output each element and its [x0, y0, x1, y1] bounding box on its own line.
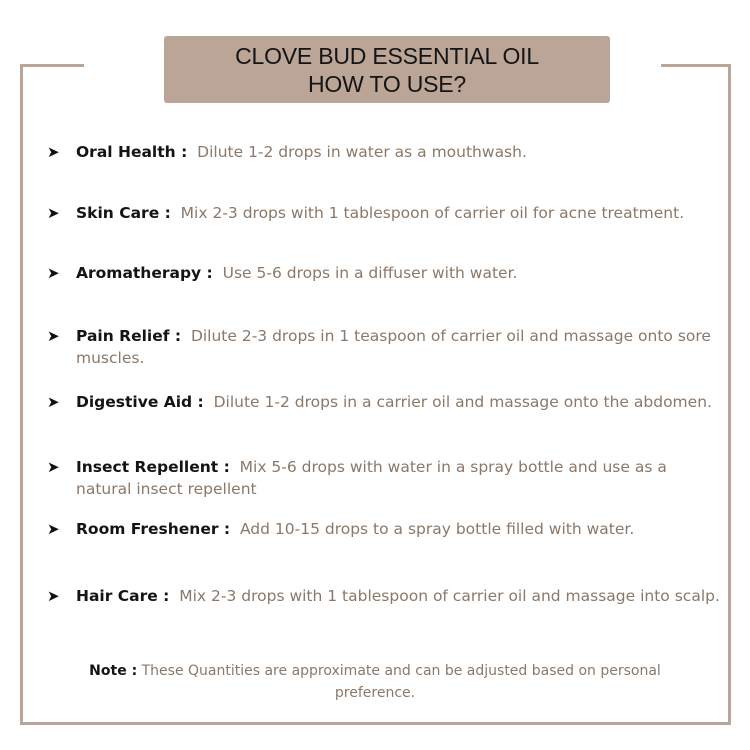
arrow-bullet-icon: ➤ [47, 204, 60, 222]
usage-item-insect-repellent [47, 456, 727, 500]
arrow-bullet-icon: ➤ [47, 264, 60, 282]
frame-border-left [20, 64, 23, 725]
frame-border-bottom [20, 722, 731, 725]
usage-label: Digestive Aid : [76, 393, 204, 411]
arrow-bullet-icon: ➤ [47, 520, 60, 538]
frame-border-top-left [20, 64, 84, 67]
usage-description: Mix 2-3 drops with 1 tablespoon of carrier oil and massage into scalp. [179, 587, 720, 605]
usage-item-oral-health [47, 141, 727, 163]
frame-border-right [728, 64, 731, 725]
usage-label: Insect Repellent : [76, 458, 230, 476]
usage-label: Skin Care : [76, 204, 171, 222]
usage-description: Dilute 1-2 drops in a carrier oil and massage onto the abdomen. [213, 393, 712, 411]
note-label: Note : [89, 663, 138, 679]
note-text [60, 660, 690, 704]
arrow-bullet-icon: ➤ [47, 393, 60, 411]
usage-description: Mix 5-6 drops with water in a spray bottle and use as a natural insect repellent [76, 458, 667, 498]
title-line-1: CLOVE BUD ESSENTIAL OIL [235, 42, 539, 69]
usage-label: Oral Health : [76, 143, 188, 161]
usage-description: Dilute 2-3 drops in 1 teaspoon of carrier oil and massage onto sore muscles. [76, 327, 711, 367]
title-line-2: HOW TO USE? [308, 70, 466, 97]
usage-item-hair-care [47, 585, 727, 607]
usage-item-pain-relief [47, 325, 727, 369]
note-body: These Quantities are approximate and can be adjusted based on personal preference. [141, 663, 661, 701]
usage-item-room-freshener [47, 518, 727, 540]
usage-description: Use 5-6 drops in a diffuser with water. [222, 264, 518, 282]
usage-description: Dilute 1-2 drops in water as a mouthwash. [197, 143, 527, 161]
frame-border-top-right [661, 64, 731, 67]
usage-description: Mix 2-3 drops with 1 tablespoon of carrier oil for acne treatment. [180, 204, 685, 222]
arrow-bullet-icon: ➤ [47, 587, 60, 605]
usage-label: Hair Care : [76, 587, 170, 605]
usage-item-aromatherapy [47, 262, 727, 284]
usage-description: Add 10-15 drops to a spray bottle filled with water. [239, 520, 635, 538]
title-banner [164, 36, 610, 103]
arrow-bullet-icon: ➤ [47, 143, 60, 161]
usage-label: Aromatherapy : [76, 264, 213, 282]
arrow-bullet-icon: ➤ [47, 458, 60, 476]
usage-label: Room Freshener : [76, 520, 231, 538]
usage-item-digestive-aid [47, 391, 727, 413]
usage-label: Pain Relief : [76, 327, 182, 345]
arrow-bullet-icon: ➤ [47, 327, 60, 345]
usage-item-skin-care [47, 202, 727, 224]
